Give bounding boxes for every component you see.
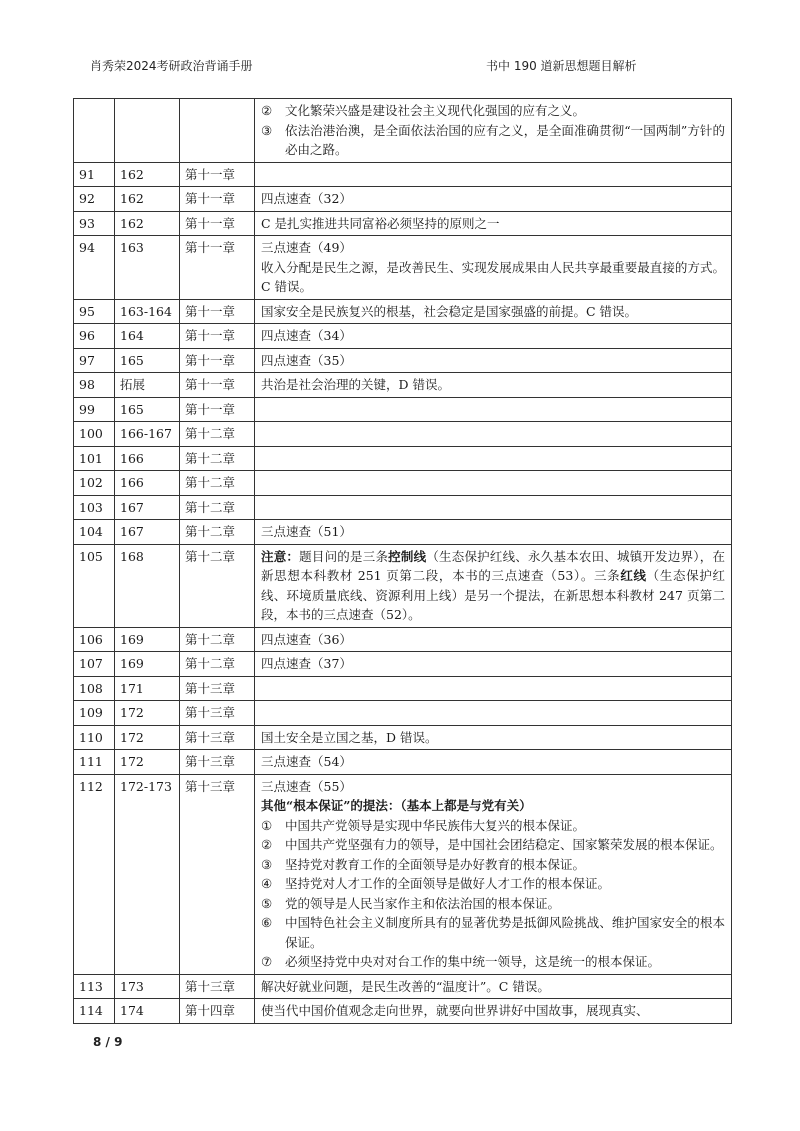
table-row: 94 163 第十一章 三点速查（49） 收入分配是民生之源，是改善民生、实现发展成果由人民共享最重要最直接的方式。C 错误。	[74, 236, 732, 300]
list-item: ② 文化繁荣兴盛是建设社会主义现代化强国的应有之义。	[261, 103, 586, 118]
section-heading: 其他“根本保证”的提法：（基本上都是与党有关）	[261, 798, 532, 813]
list-item: ⑦ 必须坚持党中央对对台工作的集中统一领导，这是统一的根本保证。	[261, 954, 661, 969]
table-row: 105 168 第十二章 注意：题目问的是三条控制线（生态保护红线、永久基本农田、城镇开发边界），在新思想本科教材 251 页第二段，本书的三点速查（53）。三条红线（生态保护红线、环境质量底线、资源利用上线）是另一个提法，在新思想本科教材 247 页第二段，本书的三点速查（52）。	[74, 544, 732, 627]
list-item: ③ 坚持党对教育工作的全面领导是办好教育的根本保证。	[261, 856, 586, 872]
note-112: 三点速查（55） 其他“根本保证”的提法：（基本上都是与党有关） ① 中国共产党领导是实现中华民族伟大复兴的根本保证。 ② 中国共产党坚强有力的领导，是中国社会团结稳定、国家繁荣发展的根本保证。 ③ 坚持党对教育工作的全面领导是办好教育的根本保证。 ④ 坚持党对人才工作的全面领导是做好人才工作的根本保证。 ⑤ 党的领导是人民当家作主和依法治国的根本保证。 ⑥ 中国特色社会主义制度所具有的显著优势是抵御风险挑战、维护国家安全的根本保证。 ⑦ 必须坚持党中央对对台工作的集中统一领导，这是统一的根本保证。	[255, 774, 732, 974]
table-row: 104 167 第十二章 三点速查（51）	[74, 520, 732, 545]
list-item: ③ 依法治港治澳，是全面依法治国的应有之义，是全面准确贯彻“一国两制”方针的必由之路。	[261, 122, 725, 157]
table-row: 102 166 第十二章	[74, 471, 732, 496]
list-item: ⑥ 中国特色社会主义制度所具有的显著优势是抵御风险挑战、维护国家安全的根本保证。	[261, 915, 725, 950]
table-row: 106 169 第十二章 四点速查（36）	[74, 627, 732, 652]
table-row: 103 167 第十二章	[74, 495, 732, 520]
table-row: 114 174 第十四章 使当代中国价值观念走向世界，就要向世界讲好中国故事，展现真实、	[74, 999, 732, 1024]
list-item: ② 中国共产党坚强有力的领导，是中国社会团结稳定、国家繁荣发展的根本保证。	[261, 837, 723, 852]
table-row: 92 162 第十一章 四点速查（32）	[74, 187, 732, 212]
cell-page	[115, 99, 180, 163]
table-row: 112 172-173 第十三章 三点速查（55） 其他“根本保证”的提法：（基本上都是与党有关） ① 中国共产党领导是实现中华民族伟大复兴的根本保证。 ② 中国共产党坚强有力的领导，是中国社会团结稳定、国家繁荣发展的根本保证。 ③ 坚持党对教育工作的全面领导是办好教育的根本保证。 ④ 坚持党对人才工作的全面领导是做好人才工作的根本保证。 ⑤ 党的领导是人民当家作主和依法治国的根本保证。 ⑥ 中国特色社会主义制度所具有的显著优势是抵御风险挑战、维护国家安全的根本保证。 ⑦ 必须坚持党中央对对台工作的集中统一领导，这是统一的根本保证。	[74, 774, 732, 974]
table-row: 99 165 第十一章	[74, 397, 732, 422]
table-row: 97 165 第十一章 四点速查（35）	[74, 348, 732, 373]
list-item: ① 中国共产党领导是实现中华民族伟大复兴的根本保证。	[261, 817, 586, 833]
page-number: 8 / 9	[93, 1035, 123, 1049]
table-row: 95 163-164 第十一章 国家安全是民族复兴的根基，社会稳定是国家强盛的前提。C 错误。	[74, 299, 732, 324]
table-row: 101 166 第十二章	[74, 446, 732, 471]
table-row: 110 172 第十三章 国土安全是立国之基，D 错误。	[74, 725, 732, 750]
table-row: 96 164 第十一章 四点速查（34）	[74, 324, 732, 349]
cell-no	[74, 99, 115, 163]
table-row: 113 173 第十三章 解决好就业问题，是民生改善的“温度计”。C 错误。	[74, 974, 732, 999]
table-row: 107 169 第十二章 四点速查（37）	[74, 652, 732, 677]
table-row	[74, 99, 732, 163]
question-table	[73, 98, 732, 1024]
table-row: 91 162 第十一章	[74, 162, 732, 187]
header-left-title: 肖秀荣2024考研政治背诵手册	[90, 59, 253, 73]
table-row: 93 162 第十一章 C 是扎实推进共同富裕必须坚持的原则之一	[74, 211, 732, 236]
table-row: 100 166-167 第十二章	[74, 422, 732, 447]
table-row: 108 171 第十三章	[74, 676, 732, 701]
table-row: 111 172 第十三章 三点速查（54）	[74, 750, 732, 775]
table-row: 109 172 第十三章	[74, 701, 732, 726]
list-item: ④ 坚持党对人才工作的全面领导是做好人才工作的根本保证。	[261, 876, 611, 891]
note-105: 注意：题目问的是三条控制线（生态保护红线、永久基本农田、城镇开发边界），在新思想本科教材 251 页第二段，本书的三点速查（53）。三条红线（生态保护红线、环境质量底线、资源利用上线）是另一个提法，在新思想本科教材 247 页第二段，本书的三点速查（52）。	[255, 544, 732, 627]
table-row: 98 拓展 第十一章 共治是社会治理的关键，D 错误。	[74, 373, 732, 398]
cell-note	[255, 99, 732, 163]
header-right-title: 书中 190 道新思想题目解析	[486, 59, 637, 73]
cell-chapter	[180, 99, 255, 163]
list-item: ⑤ 党的领导是人民当家作主和依法治国的根本保证。	[261, 895, 561, 911]
